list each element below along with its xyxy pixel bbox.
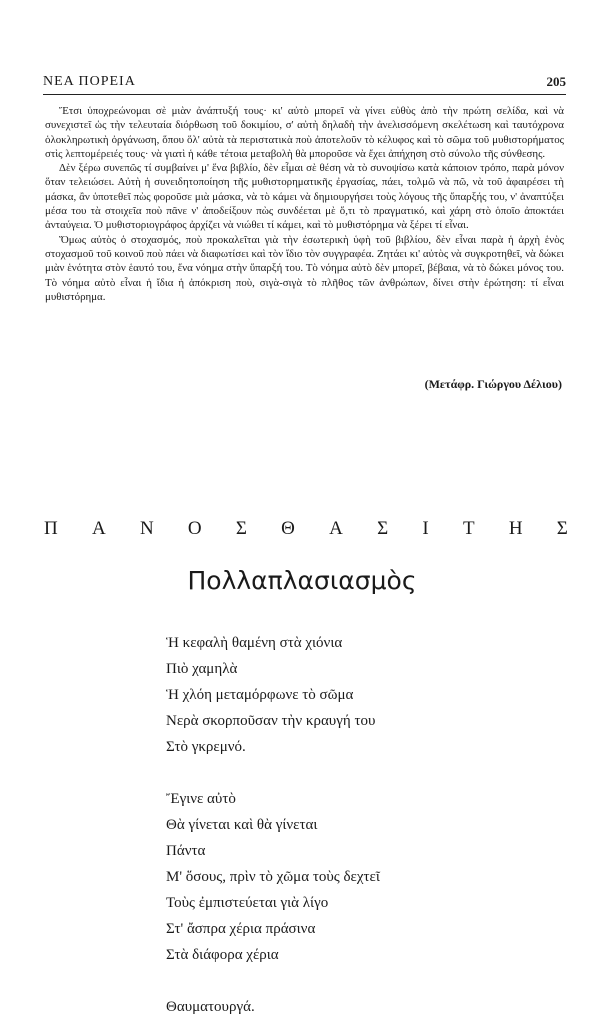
author-letter: Α [91,518,106,539]
stanza-break [166,760,380,786]
translator-credit: (Μετάφρ. Γιώργου Δέλιου) [424,377,562,391]
poem-line: Ἡ κεφαλὴ θαμένη στὰ χιόνια [166,635,343,651]
poem-line: Πιὸ χαμηλὰ [166,661,238,677]
journal-title: ΝΕΑ ΠΟΡΕΙΑ [43,74,136,89]
author-letter: Η [508,518,523,539]
author-letter: Τ [462,518,475,539]
article-text [45,104,564,304]
paragraph-3: Ὅμως αὐτὸς ὁ στοχασμός, ποὺ προκαλεῖται γιὰ τὴν ἐσωτερικὴ ὑφὴ τοῦ βιβλίου, δὲν εἶναι παρὰ ἡ ἀρχὴ ἑνὸς στοχασμοῦ τοῦ κοινοῦ ποὺ πάει νὰ διαφωτίσει καὶ τὸν ἴδιο τὸν συγγραφέα. Ζητάει κι' αὐτὸς νὰ συγκροτηθεῖ, νὰ δώκει μιὰν ἑνότητα στὸν ἑαυτό του, ἕνα νόημα στὴν ὕπαρξή του. Τὸ νόημα αὐτὸ δὲν μπορεῖ, βέβαια, νὰ τὸ δώκει μόνος του. Τὸ νόημα αὐτὸ εἶναι ἡ ἴδια ἡ ἀπόκριση ποὺ, σιγὰ-σιγὰ τὸ πλῆθος τῶν ἀνθρώπων, δίνει στὴν ἐρώτηση: τί εἶναι μυθιστόρημα. [45,233,564,303]
poem-line: Στ' ἄσπρα χέρια πράσινα [166,921,316,937]
poem-line: Στὰ διάφορα χέρια [166,947,279,963]
author-letter: Σ [556,518,568,539]
stanza-break [166,968,380,994]
page-number: 205 [546,74,566,89]
poem-line: Θαυματουργά. [166,999,255,1015]
poem-line: Πάντα [166,843,206,859]
poem-line: Στὸ γκρεμνό. [166,739,246,755]
author-letter: Α [329,518,343,539]
author-letter: Ο [187,518,202,539]
poem-line: Μ' ὅσους, πρὶν τὸ χῶμα τοὺς δεχτεῖ [166,869,380,885]
poem-line: Θὰ γίνεται καὶ θὰ γίνεται [166,817,318,833]
poem-author [44,518,568,540]
author-letter: Σ [235,518,247,539]
author-letter: Ν [139,518,154,539]
paragraph-2: Δὲν ξέρω συνεπῶς τί συμβαίνει μ' ἕνα βιβλίο, δὲν εἶμαι σὲ θέση νὰ τὸ συνοψίσω κατὰ κάποιον τρόπο, παρὰ μόνον ὅταν τελειώσει. Αὐτὴ ἡ συνειδητοποίηση τῆς μυθιστορηματικῆς ἐργασίας, πάει, τολμῶ νὰ πῶ, νὰ τοῦ ἀφαιρέσει τὴ μάσκα, ἂν ὑποτεθεῖ πὼς φοροῦσε μιὰ μάσκα, νὰ τὸ κάμει νὰ δημιουργήσει τοὺς λόγους τῆς ὕπαρξής του, ν' ἀναπτύξει μέσα του τὰ στοιχεῖα ποὺ πᾶνε ν' ἀποδείξουν πὼς συνδέεται μὲ ὅ,τι τὸ πραγματικό, καὶ χάρη στὸ ὁποῖο ἀποκτάει ἀνταύγεια. Ὁ μυθιστοριογράφος ἀρχίζει νὰ νιώθει τί κάμει, καὶ τὸ μυθιστόρημα νὰ ξέρει τί εἶναι. [45,162,564,232]
paragraph-1: Ἔτσι ὑποχρεώνομαι σὲ μιὰν ἀνάπτυξή τους· κι' αὐτὸ μπορεῖ νὰ γίνει εὐθὺς ἀπὸ τὴν πρώτη σελίδα, καὶ νὰ συνεχιστεῖ ὡς τὴν τελευταία διόρθωση τοῦ δοκιμίου, σ' αὐτὴ δηλαδὴ τὴν ἀνελισσόμενη σκελέτωση καὶ ταυτόχρονα ὁλοκληρωτικὴ ὀργάνωση, ὅπου ὅλ' αὐτὰ τὰ περιστατικὰ ποὺ ἀποτελοῦν τὸ κέλυφος καὶ τὸ σῶμα τοῦ μυθιστορήματος στὶς λεπτομέρειές τους· νὰ γιατὶ ἡ κάθε τέτοια μεταβολὴ θὰ μποροῦσε νὰ ἔχει ἀπήχηση στὸ σύνολο τῆς σύνθεσης. [45,105,564,160]
poem-body [166,630,380,1020]
author-letter: Π [44,518,58,539]
author-letter: Σ [377,518,389,539]
poem-line: Ἔγινε αὐτὸ [166,791,236,807]
poem-line: Νερὰ σκορποῦσαν τὴν κραυγή του [166,713,376,729]
running-header [43,72,566,95]
poem-line: Ἡ χλόη μεταμόρφωνε τὸ σῶμα [166,687,354,703]
author-letter: Ι [422,518,429,539]
poem-title: Πολλαπλασιασμὸς [187,566,417,595]
poem-line: Τοὺς ἐμπιστεύεται γιὰ λίγο [166,895,329,911]
author-letter: Θ [281,518,295,539]
